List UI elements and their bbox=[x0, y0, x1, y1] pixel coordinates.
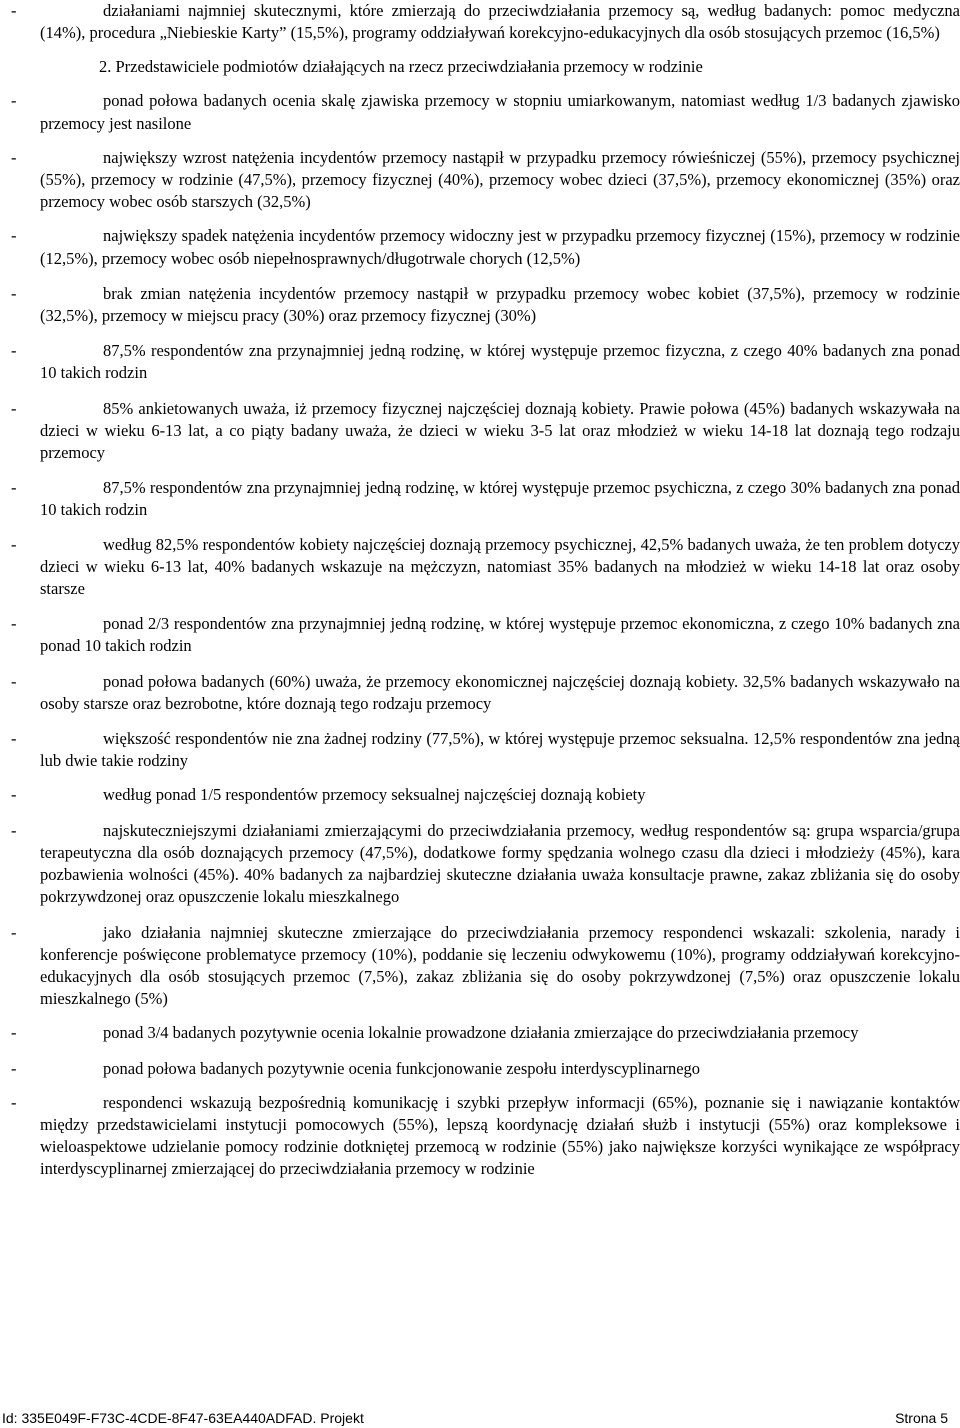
list-item bbox=[11, 820, 960, 909]
list-item bbox=[11, 534, 960, 601]
item-text: jako działania najmniej skuteczne zmierzające do przeciwdziałania przemocy respondenci wskazali: szkolenia, narady i konferencje poświęcone problematyce przemocy (10%), poddanie się leczeniu odwykowemu (10%), programy oddziaływań korekcyjno-edukacyjnych dla osób stosujących przemoc (7,5%), zakaz zbliżania się do osoby pokrzywdzonej (7,5%) oraz opuszczenie lokalu mieszkalnego (5%) bbox=[40, 922, 960, 1009]
item-text: większość respondentów nie zna żadnej rodziny (77,5%), w której występuje przemoc seksualna. 12,5% respondentów zna jedną lub dwie takie rodziny bbox=[40, 729, 960, 771]
item-text: największy spadek natężenia incydentów przemocy widoczny jest w przypadku przemocy fizycznej (15%), przemocy w rodzinie (12,5%), przemocy wobec osób niepełnosprawnych/długotrwale chorych (12,5%) bbox=[40, 226, 960, 268]
item-text: ponad połowa badanych pozytywnie ocenia funkcjonowanie zespołu interdyscyplinarnego bbox=[103, 1058, 701, 1078]
item-text: ponad 2/3 respondentów zna przynajmniej jedną rodzinę, w której występuje przemoc ekonomiczna, z czego 10% badanych zna ponad 10 takich rodzin bbox=[40, 614, 960, 656]
item-text: największy wzrost natężenia incydentów przemocy nastąpił w przypadku przemocy rówieśniczej (55%), przemocy psychicznej (55%), przemocy w rodzinie (47,5%), przemocy fizycznej (40%), przemocy wobec dzieci (37,5%), przemocy ekonomicznej (35%) oraz przemocy wobec osób starszych (32,5%) bbox=[40, 147, 960, 212]
list-item bbox=[11, 283, 960, 327]
list-item bbox=[11, 398, 960, 465]
list-item bbox=[11, 225, 960, 269]
bullet-dash: - bbox=[11, 1058, 17, 1078]
list-item bbox=[11, 1092, 960, 1181]
bullet-list bbox=[11, 90, 960, 1180]
page-number: Strona 5 bbox=[895, 1410, 948, 1426]
list-item bbox=[11, 671, 960, 715]
bullet-dash: - bbox=[11, 341, 17, 361]
bullet-dash: - bbox=[11, 478, 17, 498]
bullet-dash: - bbox=[11, 91, 17, 111]
item-text: respondenci wskazują bezpośrednią komunikację i szybki przepływ informacji (65%), poznanie się i nawiązanie kontaktów między przedstawicielami instytucji pomocowych (55%), lepszą koordynację działań służb i instytucji (55%) oraz kompleksowe i wieloaspektowe udzielanie pomocy rodzinie dotkniętej przemocą w rodzinie (55%) jako największe korzyści wynikające ze współpracy interdyscyplinarnej zmierzającej do przeciwdziałania przemocy w rodzinie bbox=[40, 1092, 960, 1179]
bullet-dash: - bbox=[11, 729, 17, 749]
item-text: działaniami najmniej skutecznymi, które zmierzają do przeciwdziałania przemocy są, według badanych: pomoc medyczna (14%), procedura „Niebieskie Karty” (15,5%), programy oddziaływań korekcyjno-edukacyjnych dla osób stosujących przemoc (16,5%) bbox=[40, 1, 960, 43]
item-text: brak zmian natężenia incydentów przemocy nastąpił w przypadku przemocy wobec kobiet (37,5%), przemocy w rodzinie (32,5%), przemocy w miejscu pracy (30%) oraz przemocy fizycznej (30%) bbox=[40, 283, 960, 326]
bullet-dash: - bbox=[11, 922, 17, 942]
list-item bbox=[11, 340, 960, 384]
list-item bbox=[11, 477, 960, 521]
item-text: ponad połowa badanych (60%) uważa, że przemocy ekonomicznej najczęściej doznają kobiety. 32,5% badanych wskazywało na osoby starsze oraz bezrobotne, które doznają tego rodzaju przemocy bbox=[40, 671, 960, 713]
item-text: 87,5% respondentów zna przynajmniej jedną rodzinę, w której występuje przemoc psychiczna, z czego 30% badanych zna ponad 10 takich rodzin bbox=[40, 478, 960, 520]
item-text: według ponad 1/5 respondentów przemocy seksualnej najczęściej doznają kobiety bbox=[103, 785, 646, 805]
bullet-dash: - bbox=[11, 820, 17, 840]
top-list-item bbox=[11, 0, 960, 44]
item-text: 85% ankietowanych uważa, iż przemocy fizycznej najczęściej doznają kobiety. Prawie połowa (45%) badanych wskazywała na dzieci w wieku 6-13 lat, a co piąty badany uważa, że dzieci w wieku 3-5 lat oraz młodzież w wieku 14-18 lat doznają tego rodzaju przemocy bbox=[40, 398, 960, 463]
list-item bbox=[11, 90, 960, 134]
list-item bbox=[11, 728, 960, 772]
item-text: ponad 3/4 badanych pozytywnie ocenia lokalnie prowadzone działania zmierzające do przeciwdziałania przemocy bbox=[103, 1023, 859, 1043]
bullet-dash: - bbox=[11, 1023, 17, 1043]
page-footer bbox=[0, 1408, 960, 1428]
item-text: najskuteczniejszymi działaniami zmierzającymi do przeciwdziałania przemocy, według respondentów są: grupa wsparcia/grupa terapeutyczna dla osób doznających przemocy (47,5%), dodatkowe formy spędzania wolnego czasu dla dzieci i młodzieży (45%), kara pozbawienia wolności (45%). 40% badanych za najbardziej skuteczne działania uważa konsultacje prawne, zakaz zbliżania się do osoby pokrzywdzonej oraz opuszczenie lokalu mieszkalnego bbox=[40, 820, 960, 907]
bullet-dash: - bbox=[11, 1, 17, 20]
bullet-dash: - bbox=[11, 534, 17, 554]
bullet-dash: - bbox=[11, 147, 17, 167]
item-text: 87,5% respondentów zna przynajmniej jedną rodzinę, w której występuje przemoc fizyczna, z czego 40% badanych zna ponad 10 takich rodzin bbox=[40, 341, 960, 383]
document-id: Id: 335E049F-F73C-4CDE-8F47-63EA440ADFAD. Projekt bbox=[2, 1410, 364, 1426]
bullet-dash: - bbox=[11, 226, 17, 246]
list-item bbox=[11, 613, 960, 657]
bullet-dash: - bbox=[11, 785, 17, 805]
list-item bbox=[11, 784, 960, 806]
item-text: ponad połowa badanych ocenia skalę zjawiska przemocy w stopniu umiarkowanym, natomiast według 1/3 badanych zjawisko przemocy jest nasilone bbox=[40, 91, 960, 133]
list-item bbox=[11, 1022, 960, 1044]
list-item bbox=[11, 1058, 960, 1080]
bullet-dash: - bbox=[11, 671, 17, 691]
list-item bbox=[11, 147, 960, 214]
bullet-dash: - bbox=[11, 283, 17, 303]
bullet-dash: - bbox=[11, 614, 17, 634]
section-heading: 2. Przedstawiciele podmiotów działających na rzecz przeciwdziałania przemocy w rodzinie bbox=[99, 57, 703, 77]
item-text: według 82,5% respondentów kobiety najczęściej doznają przemocy psychicznej, 42,5% badanych uważa, że ten problem dotyczy dzieci w wieku 6-13 lat, 40% badanych wskazuje na mężczyzn, natomiast 35% badanych na młodzież w wieku 14-18 lat oraz osoby starsze bbox=[40, 534, 960, 599]
content bbox=[11, 0, 960, 1181]
list-item bbox=[11, 922, 960, 1011]
bullet-dash: - bbox=[11, 1092, 17, 1112]
bullet-dash: - bbox=[11, 398, 17, 418]
